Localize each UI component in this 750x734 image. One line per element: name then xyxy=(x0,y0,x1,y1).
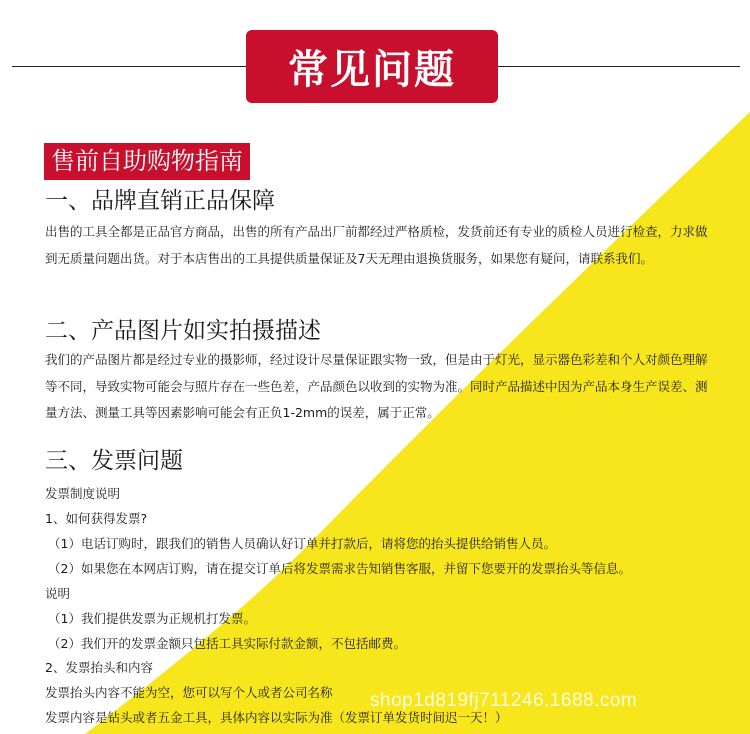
section-body-brand: 出售的工具全都是正品官方商品，出售的所有产品出厂前都经过严格质检，发货前还有专业的质检人员进行检查，力求做到无质量问题出货。对于本店售出的工具提供质量保证及7天无理由退换货服务，如果您有疑问，请联系我们。 xyxy=(45,224,708,266)
invoice-line: 发票抬头内容不能为空，您可以写个人或者公司名称 xyxy=(45,685,333,700)
invoice-line: （1）电话订购时，跟我们的销售人员确认好订单并打款后，请将您的抬头提供给销售人员。 xyxy=(48,536,556,551)
invoice-line: 说明 xyxy=(45,586,71,601)
invoice-line: 发票制度说明 xyxy=(45,486,121,501)
invoice-line: 发票内容是钻头或者五金工具，具体内容以实际为准（发票订单发货时间迟一天！） xyxy=(45,710,508,725)
section-heading-brand: 一、品牌直销正品保障 xyxy=(45,188,275,214)
invoice-line: 1、如何获得发票? xyxy=(45,511,148,526)
invoice-line: （2）如果您在本网店订购，请在提交订单后将发票需求告知销售客服，并留下您要开的发票抬头等信息。 xyxy=(48,561,631,576)
page-title-badge xyxy=(246,30,498,103)
page-title: 常见问题 xyxy=(288,47,456,93)
section-body-photos: 我们的产品图片都是经过专业的摄影师，经过设计尽量保证跟实物一致，但是由于灯光，显示器色彩差和个人对颜色理解等不同，导致实物可能会与照片存在一些色差，产品颜色以收到的实物为准。同时产品描述中因为产品本身生产误差、测量方法、测量工具等因素影响可能会有正负1-2mm的误差，属于正常。 xyxy=(45,352,708,420)
guide-tag: 售前自助购物指南 xyxy=(44,143,250,180)
invoice-line: （2）我们开的发票金额只包括工具实际付款金额，不包括邮费。 xyxy=(48,636,406,651)
section-heading-invoice: 三、发票问题 xyxy=(45,448,183,474)
invoice-line: （1）我们提供发票为正规机打发票。 xyxy=(48,611,256,626)
section-heading-photos: 二、产品图片如实拍摄描述 xyxy=(45,318,321,344)
invoice-line: 2、发票抬头和内容 xyxy=(45,660,153,675)
header-divider-right xyxy=(498,66,740,67)
header-divider-left xyxy=(12,66,248,67)
shop-url-watermark: shop1d819fj711246.1688.com xyxy=(370,690,638,711)
